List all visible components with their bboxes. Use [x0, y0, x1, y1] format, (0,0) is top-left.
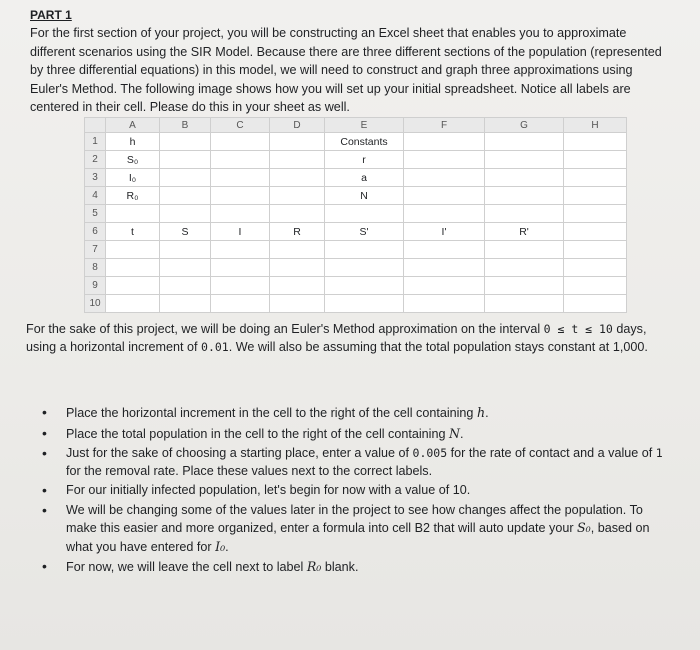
cell-b2 — [160, 151, 211, 169]
column-header-b: B — [160, 118, 211, 133]
bullet-number: 10 — [452, 483, 467, 497]
cell-b5 — [160, 205, 211, 223]
cell-g6: R' — [485, 223, 564, 241]
cell-d5 — [270, 205, 325, 223]
table-row — [85, 259, 627, 277]
cell-a6: t — [106, 223, 160, 241]
cell-b10 — [160, 295, 211, 313]
cell-a5 — [106, 205, 160, 223]
bullet-text: For now, we will leave the cell next to label — [66, 560, 307, 574]
cell-c2 — [211, 151, 270, 169]
instruction-list — [32, 404, 672, 579]
table-row — [85, 241, 627, 259]
cell-c8 — [211, 259, 270, 277]
table-row — [85, 277, 627, 295]
bullet-number: 0.005 — [412, 446, 448, 460]
list-item — [32, 445, 672, 480]
cell-f9 — [404, 277, 485, 295]
column-header-c: C — [211, 118, 270, 133]
bullet-text: . — [225, 539, 229, 554]
cell-e5 — [325, 205, 404, 223]
cell-e6: S' — [325, 223, 404, 241]
cell-e2: r — [325, 151, 404, 169]
row-number: 5 — [85, 205, 106, 223]
bullet-text: Place the horizontal increment in the cell to the right of the cell containing — [66, 406, 477, 420]
cell-c6: I — [211, 223, 270, 241]
list-item — [32, 502, 672, 557]
cell-a8 — [106, 259, 160, 277]
bullet-text: for the removal rate. Place these values next to the correct labels. — [66, 463, 433, 478]
list-item — [32, 425, 672, 444]
cell-b4 — [160, 187, 211, 205]
bullet-text: . — [485, 406, 489, 420]
table-row — [85, 151, 627, 169]
table-row — [85, 133, 627, 151]
bullet-text: . — [466, 483, 471, 497]
cell-g8 — [485, 259, 564, 277]
column-header-e: E — [325, 118, 404, 133]
cell-b6: S — [160, 223, 211, 241]
cell-a4: R₀ — [106, 187, 160, 205]
euler-text-3: . We will also be assuming that the total population stays constant at — [228, 339, 613, 354]
cell-h4 — [564, 187, 627, 205]
bullet-variable: h — [476, 405, 486, 420]
cell-a1: h — [106, 133, 160, 151]
cell-e10 — [325, 295, 404, 313]
euler-increment: 0.01 — [201, 339, 229, 354]
table-row — [85, 205, 627, 223]
spreadsheet-image — [84, 117, 627, 313]
cell-f8 — [404, 259, 485, 277]
euler-interval: 0 ≤ t ≤ 10 — [543, 322, 613, 336]
cell-f5 — [404, 205, 485, 223]
cell-c7 — [211, 241, 270, 259]
table-row — [85, 295, 627, 313]
bullet-text: . — [460, 426, 464, 441]
cell-a10 — [106, 295, 160, 313]
spreadsheet-body — [85, 133, 627, 313]
row-number: 10 — [85, 295, 106, 313]
cell-c5 — [211, 205, 270, 223]
cell-d1 — [270, 133, 325, 151]
cell-d3 — [270, 169, 325, 187]
cell-f1 — [404, 133, 485, 151]
cell-g9 — [485, 277, 564, 295]
column-header-h: H — [564, 118, 627, 133]
row-number: 8 — [85, 259, 106, 277]
cell-e4: N — [325, 187, 404, 205]
cell-d4 — [270, 187, 325, 205]
cell-g7 — [485, 241, 564, 259]
column-header-g: G — [485, 118, 564, 133]
cell-f7 — [404, 241, 485, 259]
cell-h3 — [564, 169, 627, 187]
row-number: 7 — [85, 241, 106, 259]
cell-a2: S₀ — [106, 151, 160, 169]
euler-paragraph — [26, 321, 676, 356]
cell-b1 — [160, 133, 211, 151]
cell-b7 — [160, 241, 211, 259]
cell-h5 — [564, 205, 627, 223]
cell-f2 — [404, 151, 485, 169]
column-header-a: A — [106, 118, 160, 133]
spreadsheet-grid — [84, 117, 627, 313]
cell-f4 — [404, 187, 485, 205]
cell-e7 — [325, 241, 404, 259]
cell-f10 — [404, 295, 485, 313]
row-number: 1 — [85, 133, 106, 151]
table-row — [85, 223, 627, 241]
row-number: 2 — [85, 151, 106, 169]
cell-h7 — [564, 241, 627, 259]
cell-d2 — [270, 151, 325, 169]
cell-g3 — [485, 169, 564, 187]
cell-g2 — [485, 151, 564, 169]
column-header-row — [85, 118, 627, 133]
cell-e3: a — [325, 169, 404, 187]
corner-cell — [85, 118, 106, 133]
euler-text-1: For the sake of this project, we will be doing an Euler's Method approximation on the interval — [26, 322, 544, 336]
part-title: PART 1 — [30, 8, 72, 22]
cell-e1: Constants — [325, 133, 404, 151]
cell-c9 — [211, 277, 270, 295]
cell-h2 — [564, 151, 627, 169]
euler-text-2: days, using a horizontal increment of — [26, 322, 647, 354]
column-header-d: D — [270, 118, 325, 133]
cell-a7 — [106, 241, 160, 259]
row-number: 6 — [85, 223, 106, 241]
euler-text-4: . — [644, 339, 648, 354]
cell-g5 — [485, 205, 564, 223]
cell-h1 — [564, 133, 627, 151]
row-number: 4 — [85, 187, 106, 205]
bullet-text: , based on what you have entered for — [66, 521, 650, 554]
cell-b3 — [160, 169, 211, 187]
cell-c4 — [211, 187, 270, 205]
cell-d6: R — [270, 223, 325, 241]
cell-b9 — [160, 277, 211, 295]
table-row — [85, 169, 627, 187]
bullet-text: blank. — [321, 560, 359, 574]
cell-g4 — [485, 187, 564, 205]
bullet-text: for the rate of contact and a value of — [447, 446, 656, 460]
cell-h6 — [564, 223, 627, 241]
bullet-variable: R₀ — [306, 559, 322, 574]
cell-d10 — [270, 295, 325, 313]
row-number: 9 — [85, 277, 106, 295]
cell-h10 — [564, 295, 627, 313]
cell-g1 — [485, 133, 564, 151]
intro-paragraph: For the first section of your project, you will be constructing an Excel sheet that enables you to approximate different scenarios using the SIR Model. Because there are three different sections of the population (represented by three differential equations) in this model, we will need to construct and graph three approximations using Euler's Method. The following image shows how you will set up your initial spreadsheet. Notice all labels are centered in their cell. Please do this in your sheet as well. — [30, 26, 662, 114]
cell-h8 — [564, 259, 627, 277]
cell-b8 — [160, 259, 211, 277]
bullet-variable: N — [448, 425, 460, 441]
cell-e8 — [325, 259, 404, 277]
row-number: 3 — [85, 169, 106, 187]
bullet-variable: S₀ — [577, 520, 591, 535]
cell-c10 — [211, 295, 270, 313]
cell-g10 — [485, 295, 564, 313]
cell-h9 — [564, 277, 627, 295]
list-item — [32, 558, 672, 577]
cell-f3 — [404, 169, 485, 187]
list-item — [32, 404, 672, 423]
cell-a3: I₀ — [106, 169, 160, 187]
cell-d7 — [270, 241, 325, 259]
cell-e9 — [325, 277, 404, 295]
cell-d8 — [270, 259, 325, 277]
column-header-f: F — [404, 118, 485, 133]
table-row — [85, 187, 627, 205]
cell-a9 — [106, 277, 160, 295]
bullet-variable: I₀ — [215, 538, 226, 554]
bullet-text: Place the total population in the cell to the right of the cell containing — [66, 426, 449, 441]
cell-f6: I' — [404, 223, 485, 241]
cell-c3 — [211, 169, 270, 187]
list-item — [32, 482, 672, 500]
cell-c1 — [211, 133, 270, 151]
bullet-text: We will be changing some of the values later in the project to see how changes affect the population. To make this easier and more organized, enter a formula into cell B2 that will auto update your — [66, 502, 643, 535]
cell-d9 — [270, 277, 325, 295]
bullet-text: For our initially infected population, let's begin for now with a value of — [66, 483, 453, 497]
bullet-number: 1 — [655, 446, 663, 460]
bullet-text: Just for the sake of choosing a starting place, enter a value of — [66, 446, 413, 460]
euler-population: 1,000 — [612, 339, 645, 354]
